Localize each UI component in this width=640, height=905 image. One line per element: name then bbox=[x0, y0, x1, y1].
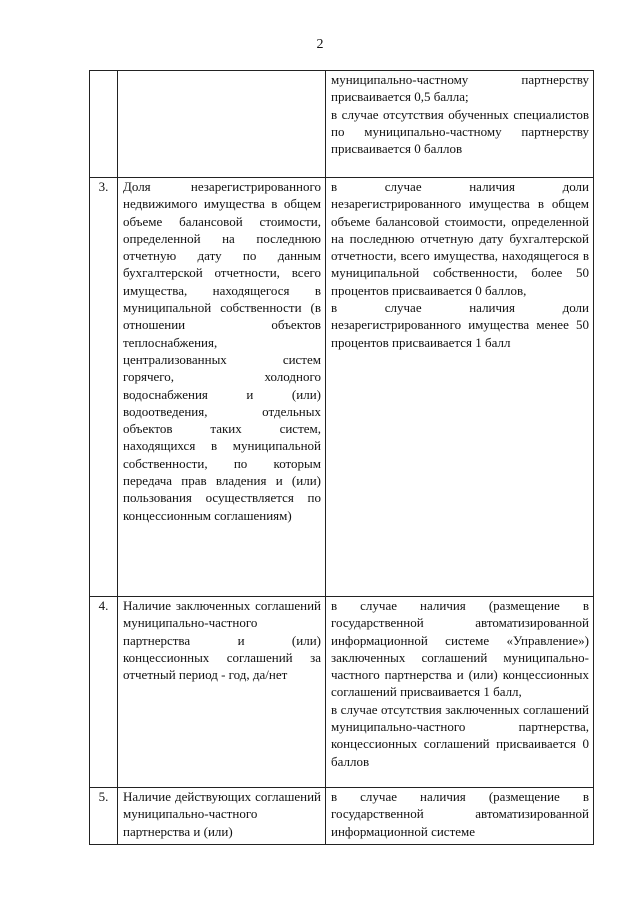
scoring-rule-paragraph: в случае наличия (размещение в государственной автоматизированной информационной системе bbox=[331, 789, 589, 839]
scoring-rule-paragraph: в случае наличия доли незарегистрированного имущества в общем объеме балансовой стоимости, определенной на последнюю отчетную дату бухгалтерской отчетности, всего имущества, находящегося в муниципальной собственности, более 50 процентов присваивается 0 баллов, bbox=[331, 179, 589, 298]
criteria-table bbox=[89, 70, 594, 845]
scoring-rule-cell bbox=[326, 597, 594, 788]
scoring-rule-cell bbox=[326, 788, 594, 845]
scoring-rule-cell bbox=[326, 178, 594, 597]
row-number-cell: 5. bbox=[90, 788, 118, 845]
row-number-cell bbox=[90, 71, 118, 178]
criterion-name-cell bbox=[118, 71, 326, 178]
table-row bbox=[90, 71, 594, 178]
scoring-rule-paragraph: в случае наличия (размещение в государственной автоматизированной информационной системе «Управление») заключенных соглашений муниципально-частного партнерства и (или) концессионных соглашений присваивается 1 балл, bbox=[331, 598, 589, 700]
page-number: 2 bbox=[316, 37, 324, 52]
row-number-cell: 3. bbox=[90, 178, 118, 597]
criterion-name-cell bbox=[118, 178, 326, 597]
criterion-name-text: Наличие действующих соглашений муниципально-частного партнерства и (или) bbox=[123, 789, 321, 839]
table-row bbox=[90, 178, 594, 597]
scoring-rule-cell bbox=[326, 71, 594, 178]
scoring-rule-paragraph: в случае отсутствия обученных специалистов по муниципально-частному партнерству присваивается 0 баллов bbox=[331, 106, 589, 157]
criterion-name-cell bbox=[118, 788, 326, 845]
criterion-name-cell bbox=[118, 597, 326, 788]
scoring-rule-paragraph: в случае отсутствия заключенных соглашений муниципально-частного партнерства, концессионных соглашений присваивается 0 баллов bbox=[331, 701, 589, 769]
criterion-name-text: Доля незарегистрированного недвижимого имущества в общем объеме балансовой стоимости, определенной на последнюю отчетную дату по данным бухгалтерской отчетности, всего имущества, находящегося в муниципальной собственности (в отношении объектов теплоснабжения, централизованных систем горячего, холодного водоснабжения и (или) водоотведения, отдельных объектов таких систем, находящихся в муниципальной собственности, по которым передача прав владения и (или) пользования осуществляется по концессионным соглашениям) bbox=[123, 179, 321, 523]
table-row bbox=[90, 788, 594, 845]
table-row bbox=[90, 597, 594, 788]
scoring-rule-paragraph: муниципально-частному партнерству присваивается 0,5 балла; bbox=[331, 72, 589, 105]
scoring-rule-paragraph: в случае наличия доли незарегистрированного имущества менее 50 процентов присваивается 1 балл bbox=[331, 300, 589, 350]
row-number-cell: 4. bbox=[90, 597, 118, 788]
criterion-name-text: Наличие заключенных соглашений муниципально-частного партнерства и (или) концессионных соглашений за отчетный период - год, да/нет bbox=[123, 598, 321, 683]
